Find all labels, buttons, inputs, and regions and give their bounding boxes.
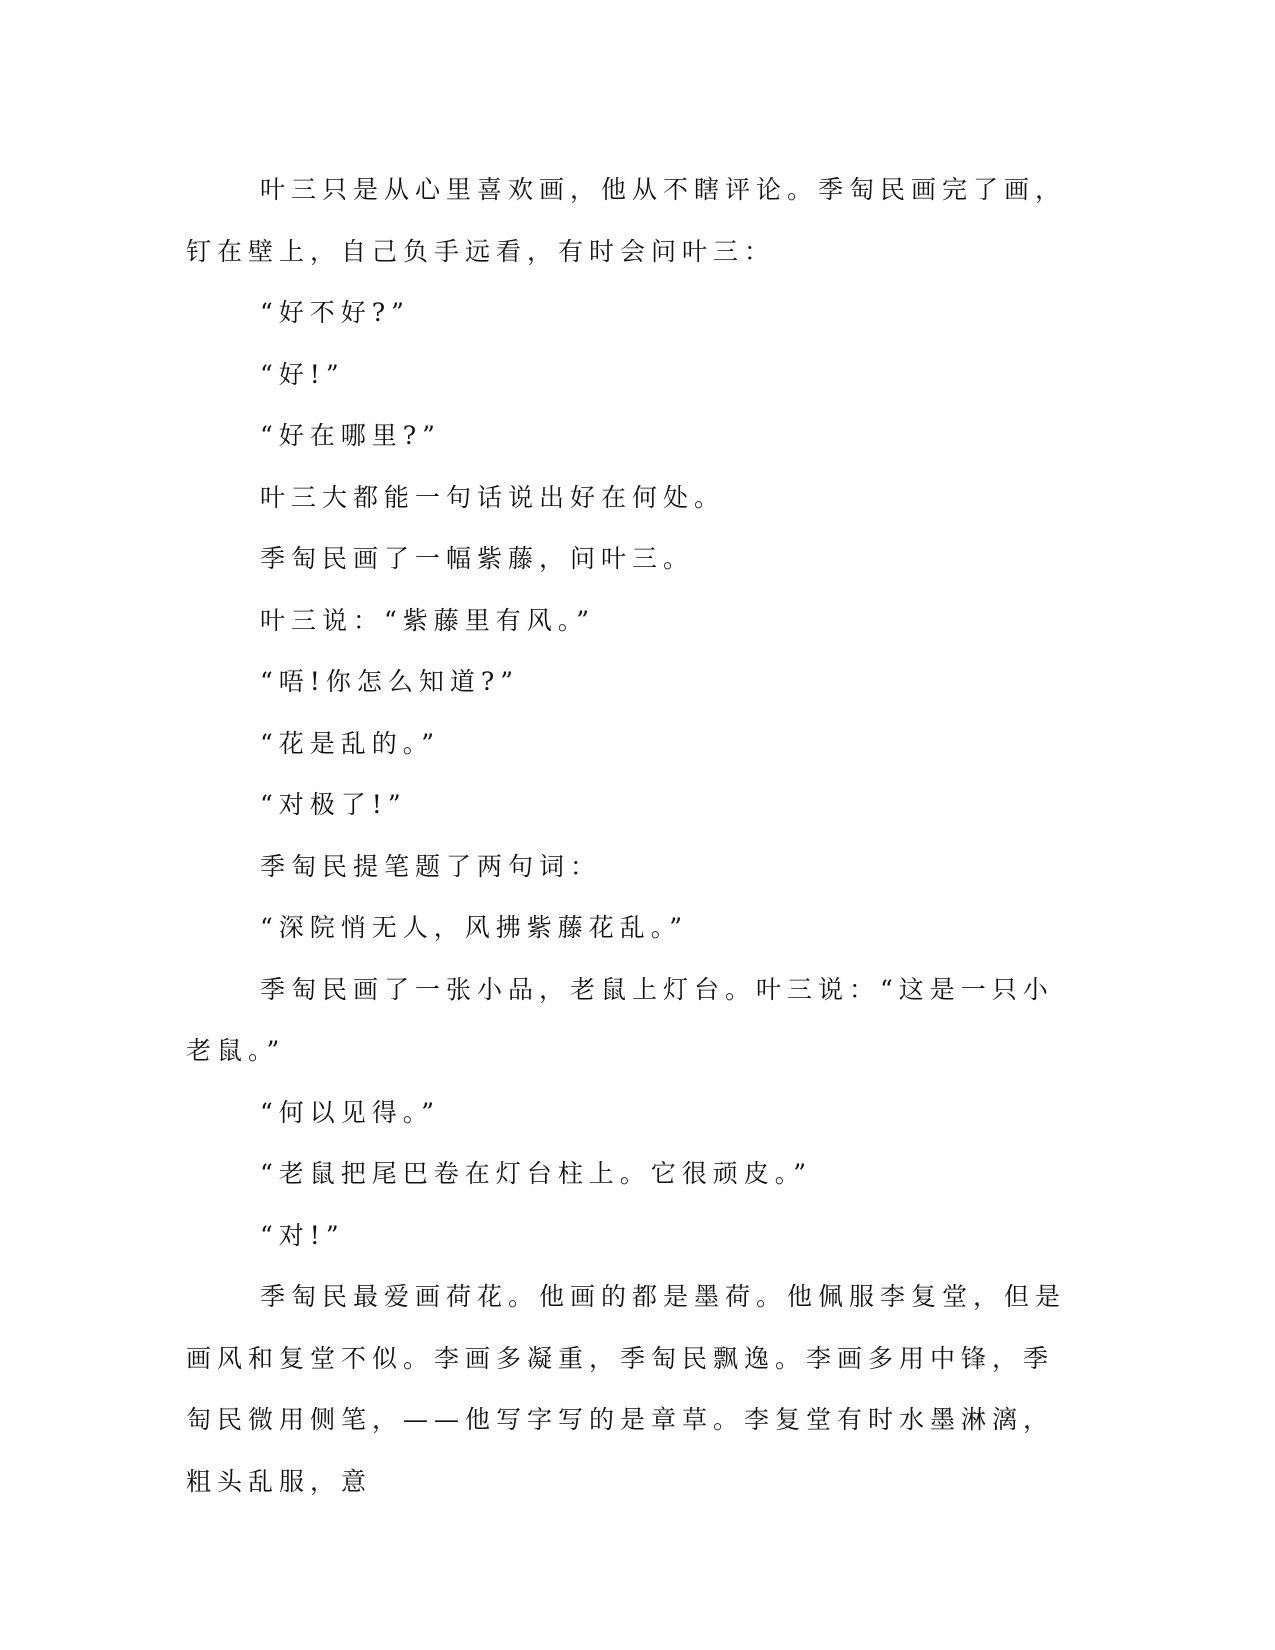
paragraph-1: 叶三只是从心里喜欢画，他从不瞎评论。季匋民画完了画，钉在壁上，自己负手远看，有时会问叶三： <box>186 175 1067 266</box>
paragraph-7: 叶三说：“紫藤里有风。” <box>260 605 596 635</box>
paragraph-4: “好在哪里?” <box>260 421 441 450</box>
paragraph-15: “老鼠把尾巴卷在灯台柱上。它很顽皮。” <box>260 1159 813 1188</box>
paragraph-6: 季匋民画了一幅紫藤，问叶三。 <box>260 544 695 573</box>
paragraph-16: “对!” <box>260 1220 345 1250</box>
paragraph-9: “花是乱的。” <box>260 728 441 758</box>
paragraph-10: “对极了!” <box>260 790 407 819</box>
paragraph-3: “好!” <box>260 359 345 389</box>
paragraph-17: 季匋民最爱画荷花。他画的都是墨荷。他佩服李复堂，但是画风和复堂不似。李画多凝重，季匋民飘逸。李画多用中锋，季匋民微用侧笔，——他写字写的是章草。李复堂有时水墨淋漓，粗头乱服，意 <box>186 1282 1067 1496</box>
paragraph-5: 叶三大都能一句话说出好在何处。 <box>260 482 726 512</box>
paragraph-11: 季匋民提笔题了两句词： <box>260 851 602 881</box>
document-body <box>186 159 1071 1512</box>
paragraph-13: 季匋民画了一张小品，老鼠上灯台。叶三说：“这是一只小老鼠。” <box>186 974 1054 1065</box>
paragraph-8: “唔!你怎么知道?” <box>260 667 520 696</box>
paragraph-2: “好不好?” <box>260 298 410 327</box>
paragraph-12: “深院悄无人，风拂紫藤花乱。” <box>260 913 689 942</box>
paragraph-14: “何以见得。” <box>260 1097 441 1127</box>
